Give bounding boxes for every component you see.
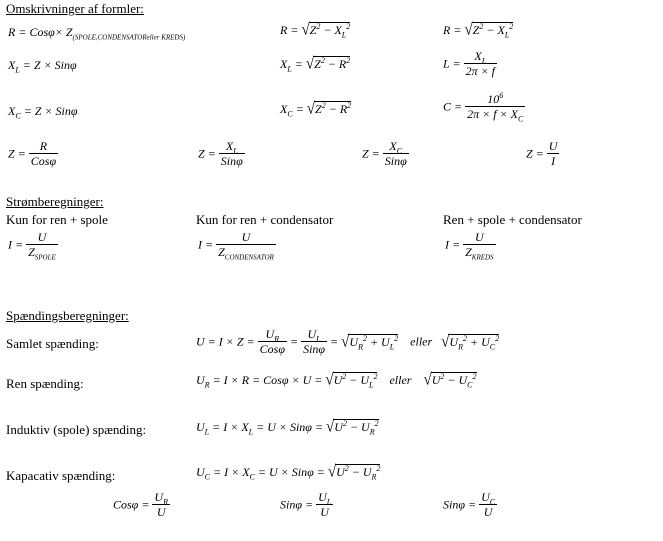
formula-xc-sin: $X_C = Z \times Sin\varphi$ xyxy=(8,104,78,121)
formula-r-cos: $R = Cos\varphi\times Z_{(SPOLE,CONDENSATOReller KREDS)}$ xyxy=(8,25,186,42)
formula-r-sqrt-1: $R = √Z^2 - X_L^2$ xyxy=(280,21,351,40)
heading-omskrivninger: Omskrivninger af formler: xyxy=(6,1,144,16)
label-ren-spole: Kun for ren + spole xyxy=(6,212,108,227)
formula-i-condensator: I = $\frac{U}{Z_{CONDENSATOR}}$ xyxy=(198,230,274,262)
label-samlet: Samlet spænding: xyxy=(6,336,99,351)
formula-induktiv: $U_L = I \times X_L = U \times Sin\varphi = √U^2 - U_R^2$ xyxy=(196,418,379,437)
formula-xc-sqrt: $X_C = √Z^2 - R^2$ xyxy=(280,100,352,119)
formula-sin-uc-u: Sinφ = $\frac{U_C}{U}$ xyxy=(443,490,496,519)
label-ren: Ren spænding: xyxy=(6,376,84,391)
formula-z-r-cos: Z = $\frac{R}{\text{Cosφ}}$ xyxy=(8,139,57,168)
formula-samlet: U = I × Z = $\frac{U_R}{\text{Cosφ}}$ = $\frac{U_L}{\text{Sinφ}}$ = $√U_R^2 + U_L^2$ eller $√U_R^2 + U_C^2$ xyxy=(196,327,500,356)
formula-l: L = $\frac{X_L}{2\pi \times f}$ xyxy=(443,49,496,78)
formula-xl-sin: $X_L = Z \times Sin\varphi$ xyxy=(8,58,77,75)
formula-sin-ul-u: Sinφ = $\frac{U_L}{U}$ xyxy=(280,490,332,519)
formula-i-spole: I = $\frac{U}{Z_{SPOLE}}$ xyxy=(8,230,56,262)
formula-ren: $U_R = I \times R = Cos\varphi \times U = √U^2 - U_L^2$ eller $√U^2 - U_C^2$ xyxy=(196,371,477,390)
formula-z-xc-sin: Z = $\frac{X_C}{\text{Sinφ}}$ xyxy=(362,139,407,168)
formula-z-u-i: Z = $\frac{U}{I}$ xyxy=(526,139,558,168)
heading-strom: Strømberegninger: xyxy=(6,194,104,209)
formula-kapacativ: $U_C = I \times X_C = U \times Sin\varphi = √U^2 - U_R^2$ xyxy=(196,463,381,482)
formula-z-xl-sin: Z = $\frac{X_L}{\text{Sinφ}}$ xyxy=(198,139,243,168)
formula-xl-sqrt: $X_L = √Z^2 - R^2$ xyxy=(280,55,351,74)
label-kapacativ: Kapacativ spænding: xyxy=(6,468,116,483)
label-ren-condensator: Kun for ren + condensator xyxy=(196,212,334,227)
label-induktiv: Induktiv (spole) spænding: xyxy=(6,422,147,437)
formula-cos-ur-u: Cosφ = $\frac{U_R}{U}$ xyxy=(113,490,168,519)
formula-c: C = $\frac{10^6}{2\pi \times f \times X_C}$ xyxy=(443,91,524,124)
label-ren-spole-condensator: Ren + spole + condensator xyxy=(443,212,582,227)
formula-r-sqrt-2: $R = √Z^2 - X_L^2$ xyxy=(443,21,514,40)
heading-spaending: Spændingsberegninger: xyxy=(6,308,129,323)
formula-i-kreds: I = $\frac{U}{Z_{KREDS}}$ xyxy=(445,230,494,262)
